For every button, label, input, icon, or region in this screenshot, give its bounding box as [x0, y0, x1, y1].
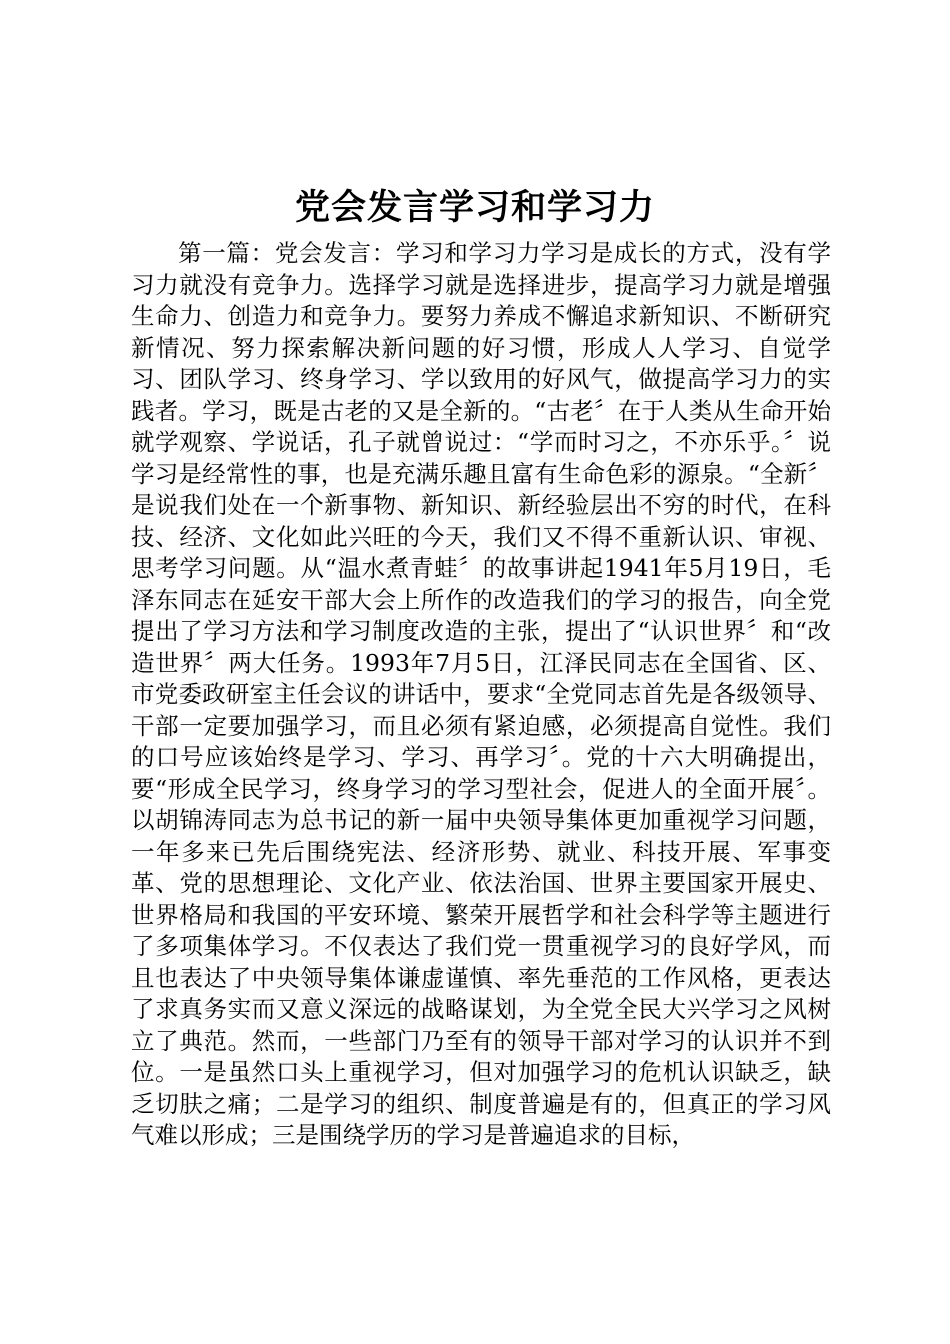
document-body-paragraph: 第一篇：党会发言：学习和学习力学习是成长的方式，没有学习力就没有竞争力。选择学习就是选择进步，提高学习力就是增强生命力、创造力和竞争力。要努力养成不懈追求新知识、不断研究新情况、努力探索解决新问题的好习惯，形成人人学习、自觉学习、团队学习、终身学习、学以致用的好风气，做提高学习力的实践者。学习，既是古老的又是全新的。“古老〞在于人类从生命开始就学观察、学说话，孔子就曾说过：“学而时习之，不亦乐乎。〞说学习是经常性的事，也是充满乐趣且富有生命色彩的源泉。“全新〞是说我们处在一个新事物、新知识、新经验层出不穷的时代，在科技、经济、文化如此兴旺的今天，我们又不得不重新认识、审视、思考学习问题。从“温水煮青蛙〞的故事讲起1941年5月19日，毛泽东同志在延安干部大会上所作的改造我们的学习的报告，向全党提出了学习方法和学习制度改造的主张，提出了“认识世界〞和“改造世界〞两大任务。1993年7月5日，江泽民同志在全国省、区、市党委政研室主任会议的讲话中，要求“全党同志首先是各级领导、干部一定要加强学习，而且必须有紧迫感，必须提高自觉性。我们的口号应该始终是学习、学习、再学习〞。党的十六大明确提出，要“形成全民学习，终身学习的学习型社会，促进人的全面开展〞。以胡锦涛同志为总书记的新一届中央领导集体更加重视学习问题，一年多来已先后围绕宪法、经济形势、就业、科技开展、军事变革、党的思想理论、文化产业、依法治国、世界主要国家开展史、世界格局和我国的平安环境、繁荣开展哲学和社会科学等主题进行了多项集体学习。不仅表达了我们党一贯重视学习的良好学风，而且也表达了中央领导集体谦虚谨慎、率先垂范的工作风格，更表达了求真务实而又意义深远的战略谋划，为全党全民大兴学习之风树立了典范。然而，一些部门乃至有的领导干部对学习的认识并不到位。一是虽然口头上重视学习，但对加强学习的危机认识缺乏，缺乏切肤之痛；二是学习的组织、制度普遍是有的，但真正的学习风气难以形成；三是围绕学历的学习是普遍追求的目标，	[131, 239, 831, 1149]
document-title: 党会发言学习和学习力	[294, 187, 655, 228]
